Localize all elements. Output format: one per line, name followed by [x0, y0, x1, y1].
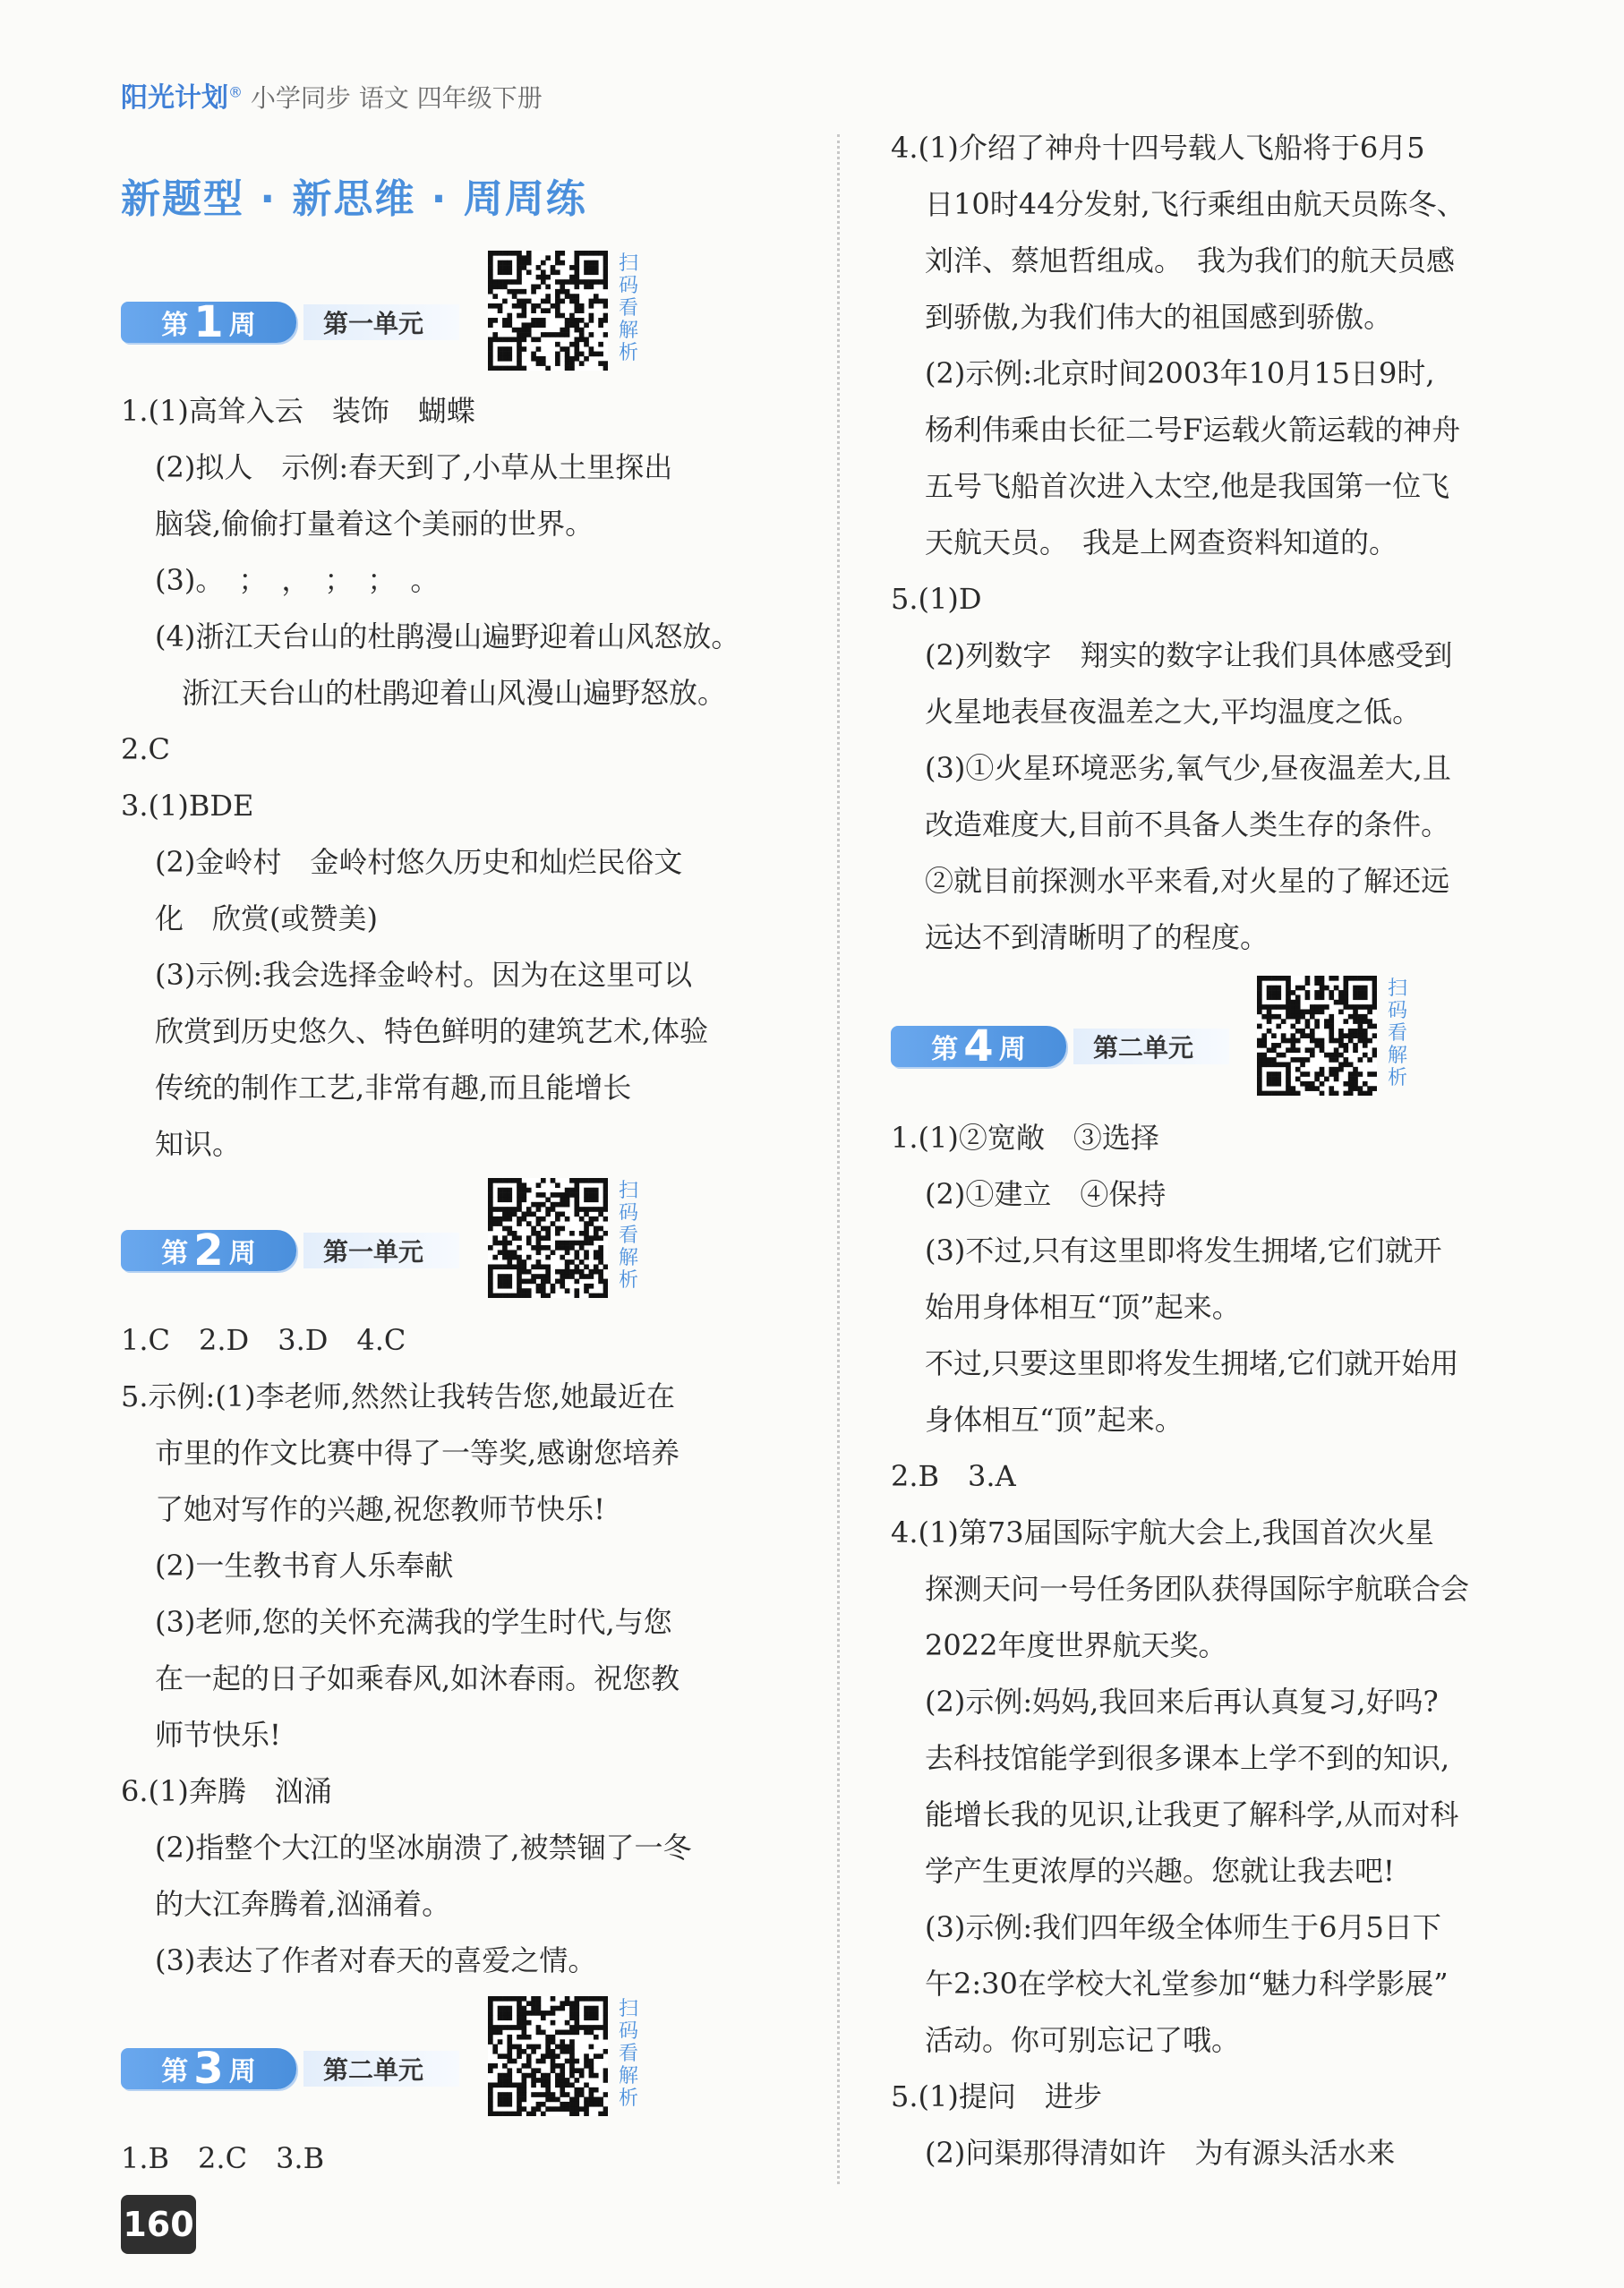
week-2-unit: 第一单元 [303, 1233, 459, 1268]
answer-line: (3)①火星环境恶劣,氧气少,昼夜温差大,且 [925, 751, 1451, 785]
answer-line: 4.(1)第73届国际宇航大会上,我国首次火星 [891, 1515, 1434, 1550]
qr-caption-char: 看 [618, 297, 638, 320]
answer-line: 去科技馆能学到很多课本上学不到的知识, [925, 1741, 1450, 1775]
week-1-banner [121, 297, 459, 347]
answer-line: ②就目前探测水平来看,对火星的了解还远 [925, 864, 1450, 898]
answer-line: 传统的制作工艺,非常有趣,而且能增长 [155, 1071, 632, 1105]
answer-line: 4.(1)介绍了神舟十四号载人飞船将于6月5 [891, 131, 1425, 165]
answer-line: (3)示例:我们四年级全体师生于6月5日下 [925, 1910, 1441, 1944]
answer-line: 天航天员。 我是上网查资料知道的。 [925, 525, 1398, 559]
answer-line: 5.(1)D [891, 582, 982, 616]
answer-line: 杨利伟乘由长征二号F运载火箭运载的神舟 [925, 413, 1461, 447]
answer-line: 2.B 3.A [891, 1459, 1016, 1493]
page-header [121, 75, 543, 115]
qr-code-icon[interactable] [488, 1178, 608, 1298]
answer-line: (4)浙江天台山的杜鹃漫山遍野迎着山风怒放。 [155, 619, 740, 653]
answer-line: 6.(1)奔腾 汹涌 [121, 1774, 332, 1808]
week-2-answers [121, 1312, 692, 1989]
qr-caption [1385, 978, 1410, 1089]
answer-line: (2)示例:北京时间2003年10月15日9时, [925, 356, 1435, 390]
qr-caption-char: 扫 [618, 1998, 638, 2020]
answer-line: (2)列数字 翔实的数字让我们具体感受到 [925, 638, 1453, 672]
answer-line: 身体相互“顶”起来。 [925, 1403, 1184, 1437]
qr-caption-char: 析 [1387, 1067, 1407, 1089]
week-4-unit: 第二单元 [1073, 1029, 1229, 1064]
qr-caption-char: 码 [618, 1202, 638, 1225]
week-1-unit: 第一单元 [303, 304, 459, 340]
week-1-badge: 第 1 周 [121, 302, 296, 343]
column-divider [837, 134, 840, 2184]
answer-line: 火星地表昼夜温差之大,平均温度之低。 [925, 695, 1422, 729]
answer-line: 2022年度世界航天奖。 [925, 1628, 1227, 1662]
answer-line: 了她对写作的兴趣,祝您教师节快乐! [155, 1492, 606, 1526]
week-3-badge: 第 3 周 [121, 2048, 296, 2089]
answer-line: 2.C [121, 732, 171, 766]
qr-code-icon[interactable] [488, 251, 608, 371]
answer-line: (3)老师,您的关怀充满我的学生时代,与您 [155, 1605, 672, 1639]
week-4-badge: 第 4 周 [891, 1026, 1066, 1067]
qr-caption-char: 看 [618, 1225, 638, 1247]
answer-line: (3)。 ； ， ； ； 。 [155, 563, 440, 597]
qr-caption-char: 析 [618, 2087, 638, 2110]
week-4-banner [891, 1021, 1229, 1071]
qr-caption-char: 解 [618, 1247, 638, 1269]
answer-line: 知识。 [155, 1127, 242, 1161]
answer-line: (2)指整个大江的坚冰崩溃了,被禁锢了一冬 [155, 1831, 692, 1865]
week-2-banner [121, 1225, 459, 1276]
week-1-answers [121, 383, 739, 1173]
answer-line: 1.B 2.C 3.B [121, 2141, 325, 2175]
qr-caption-char: 解 [618, 2065, 638, 2087]
answer-line: (2)拟人 示例:春天到了,小草从土里探出 [155, 450, 673, 484]
week-3-answers-continued [891, 120, 1466, 966]
answer-line: 欣赏到历史悠久、特色鲜明的建筑艺术,体验 [155, 1014, 709, 1048]
qr-caption-char: 看 [1387, 1022, 1407, 1045]
answer-line: 午2:30在学校大礼堂参加“魅力科学影展” [925, 1967, 1449, 2001]
week-4-answers [891, 1110, 1469, 2181]
answer-line: (2)示例:妈妈,我回来后再认真复习,好吗? [925, 1685, 1439, 1719]
answer-line: 化 欣赏(或赞美) [155, 901, 378, 935]
qr-caption [616, 1998, 641, 2110]
answer-line: 市里的作文比赛中得了一等奖,感谢您培养 [155, 1436, 680, 1470]
qr-caption-char: 码 [618, 2020, 638, 2043]
answer-line: (3)不过,只有这里即将发生拥堵,它们就开 [925, 1234, 1442, 1268]
answer-line: 1.C 2.D 3.D 4.C [121, 1323, 406, 1357]
qr-caption [616, 1180, 641, 1292]
answer-line: 3.(1)BDE [121, 789, 254, 823]
answer-line: (3)示例:我会选择金岭村。因为在这里可以 [155, 958, 693, 992]
answer-line: 探测天问一号任务团队获得国际宇航联合会 [925, 1572, 1470, 1606]
answer-line: (3)表达了作者对春天的喜爱之情。 [155, 1943, 597, 1977]
qr-caption-char: 析 [618, 342, 638, 364]
qr-caption-char: 码 [618, 275, 638, 297]
qr-caption-char: 扫 [618, 252, 638, 275]
qr-code-icon[interactable] [1257, 976, 1377, 1096]
section-title: 新题型 · 新思维 · 周周练 [121, 176, 587, 222]
page-number: 160 [121, 2195, 196, 2254]
answer-line: 始用身体相互“顶”起来。 [925, 1290, 1241, 1324]
answer-line: (2)①建立 ④保持 [925, 1177, 1167, 1211]
answer-line: (2)问渠那得清如许 为有源头活水来 [925, 2136, 1396, 2170]
qr-caption [616, 252, 641, 364]
qr-caption-char: 析 [618, 1269, 638, 1292]
answer-line: 的大江奔腾着,汹涌着。 [155, 1887, 451, 1921]
week-2-badge: 第 2 周 [121, 1230, 296, 1271]
answer-line: 到骄傲,为我们伟大的祖国感到骄傲。 [925, 300, 1393, 334]
answer-line: 能增长我的见识,让我更了解科学,从而对科 [925, 1797, 1459, 1831]
answer-line: 活动。你可别忘记了哦。 [925, 2023, 1241, 2057]
answer-line: 五号飞船首次进入太空,他是我国第一位飞 [925, 469, 1450, 503]
answer-line: 脑袋,偷偷打量着这个美丽的世界。 [155, 507, 594, 541]
answer-line: (2)一生教书育人乐奉献 [155, 1549, 454, 1583]
qr-caption-char: 码 [1387, 1000, 1407, 1022]
answer-line: 不过,只要这里即将发生拥堵,它们就开始用 [925, 1346, 1459, 1380]
qr-caption-char: 扫 [618, 1180, 638, 1202]
answer-line: 远达不到清晰明了的程度。 [925, 920, 1269, 954]
answer-line: 浙江天台山的杜鹃迎着山风漫山遍野怒放。 [182, 676, 727, 710]
week-3-banner [121, 2044, 459, 2094]
answer-line: 日10时44分发射,飞行乘组由航天员陈冬、 [925, 187, 1466, 221]
qr-code-icon[interactable] [488, 1996, 608, 2116]
answer-line: 1.(1)高耸入云 装饰 蝴蝶 [121, 394, 475, 428]
qr-caption-char: 看 [618, 2043, 638, 2065]
week-3-unit: 第二单元 [303, 2051, 459, 2087]
registered-mark: ® [228, 83, 243, 101]
answer-line: 1.(1)②宽敞 ③选择 [891, 1121, 1159, 1155]
qr-caption-char: 解 [618, 320, 638, 342]
week-3-answers [121, 2130, 324, 2187]
brand-name: 阳光计划 [121, 82, 228, 114]
book-subtitle: 小学同步 语文 四年级下册 [250, 83, 543, 113]
answer-line: (2)金岭村 金岭村悠久历史和灿烂民俗文 [155, 845, 683, 879]
qr-caption-char: 扫 [1387, 978, 1407, 1000]
answer-line: 学产生更浓厚的兴趣。您就让我去吧! [925, 1854, 1395, 1888]
answer-line: 在一起的日子如乘春风,如沐春雨。祝您教 [155, 1661, 680, 1695]
answer-line: 5.示例:(1)李老师,然然让我转告您,她最近在 [121, 1379, 675, 1413]
answer-line: 刘洋、蔡旭哲组成。 我为我们的航天员感 [925, 243, 1456, 277]
answer-line: 改造难度大,目前不具备人类生存的条件。 [925, 807, 1450, 841]
answer-line: 师节快乐! [155, 1718, 281, 1752]
qr-caption-char: 解 [1387, 1045, 1407, 1067]
answer-line: 5.(1)提问 进步 [891, 2079, 1102, 2113]
